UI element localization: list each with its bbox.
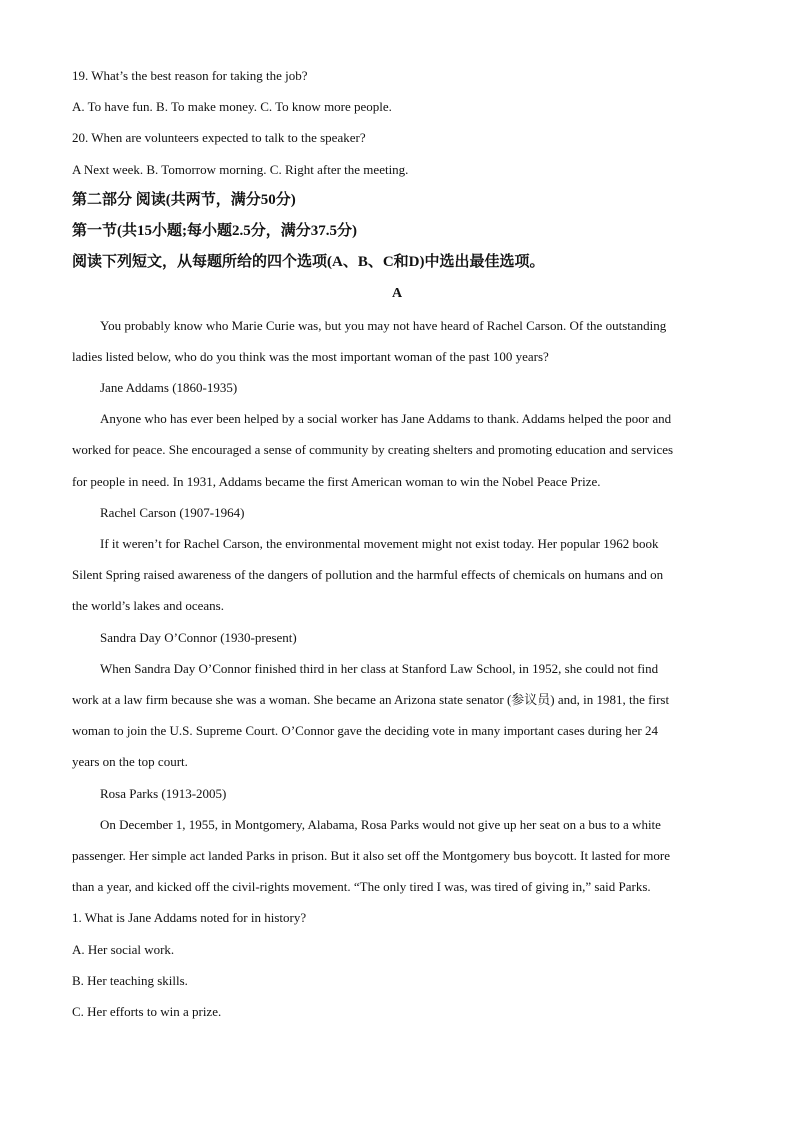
paragraph-line: On December 1, 1955, in Montgomery, Alabama, Rosa Parks would not give up her seat on a bus to a white — [100, 816, 661, 832]
question-1-option-a: A. Her social work. — [72, 941, 175, 957]
instruction: 阅读下列短文，从每题所给的四个选项(A、B、C和D)中选出最佳选项。 — [72, 254, 545, 271]
question-19-options: A. To have fun. B. To make money. C. To know more people. — [72, 99, 392, 115]
paragraph-line: If it weren’t for Rachel Carson, the environmental movement might not exist today. Her popular 1962 book — [100, 536, 659, 552]
passage-label: A — [391, 286, 403, 302]
paragraph-line: for people in need. In 1931, Addams became the first American woman to win the Nobel Peace Prize. — [72, 473, 601, 489]
paragraph-line: When Sandra Day O’Connor finished third in her class at Stanford Law School, in 1952, she could not find — [100, 660, 659, 676]
paragraph-line: Silent Spring raised awareness of the dangers of pollution and the harmful effects of chemicals on humans and on — [72, 567, 664, 583]
paragraph-line: work at a law firm because she was a woman. She became an Arizona state senator (参议员) and, in 1981, the first — [72, 692, 670, 708]
paragraph-line: years on the top court. — [72, 754, 188, 770]
paragraph-line: worked for peace. She encouraged a sense of community by creating shelters and promoting education and services — [72, 442, 674, 458]
paragraph-line: passenger. Her simple act landed Parks in prison. But it also set off the Montgomery bus boycott. It lasted for more — [72, 848, 671, 864]
paragraph-line: Anyone who has ever been helped by a social worker has Jane Addams to thank. Addams helped the poor and — [100, 411, 672, 427]
question-1-option-b: B. Her teaching skills. — [72, 972, 188, 988]
part-heading: 第二部分 阅读(共两节，满分50分) — [72, 191, 296, 208]
document-page — [72, 60, 722, 1027]
question-19: 19. What’s the best reason for taking the job? — [72, 68, 308, 83]
person-heading-carson: Rachel Carson (1907-1964) — [100, 504, 245, 520]
paragraph-line: than a year, and kicked off the civil-rights movement. “The only tired I was, was tired of giving in,” said Parks. — [72, 879, 651, 895]
question-20-options: A Next week. B. Tomorrow morning. C. Right after the meeting. — [72, 161, 409, 177]
question-1: 1. What is Jane Addams noted for in history? — [72, 910, 307, 926]
paragraph-line: the world’s lakes and oceans. — [72, 598, 224, 614]
question-1-option-c: C. Her efforts to win a prize. — [72, 1004, 222, 1020]
question-20: 20. When are volunteers expected to talk to the speaker? — [72, 130, 366, 146]
person-heading-addams: Jane Addams (1860-1935) — [100, 380, 238, 396]
paragraph-line: woman to join the U.S. Supreme Court. O’Connor gave the deciding vote in many important cases during her 24 — [72, 723, 658, 739]
intro-line: ladies listed below, who do you think was the most important woman of the past 100 years? — [72, 348, 549, 364]
intro-line: You probably know who Marie Curie was, but you may not have heard of Rachel Carson. Of the outstanding — [100, 317, 667, 333]
person-heading-oconnor: Sandra Day O’Connor (1930-present) — [100, 629, 297, 645]
person-heading-parks: Rosa Parks (1913-2005) — [100, 785, 227, 801]
section-heading: 第一节(共15小题;每小题2.5分，满分37.5分) — [72, 223, 357, 240]
